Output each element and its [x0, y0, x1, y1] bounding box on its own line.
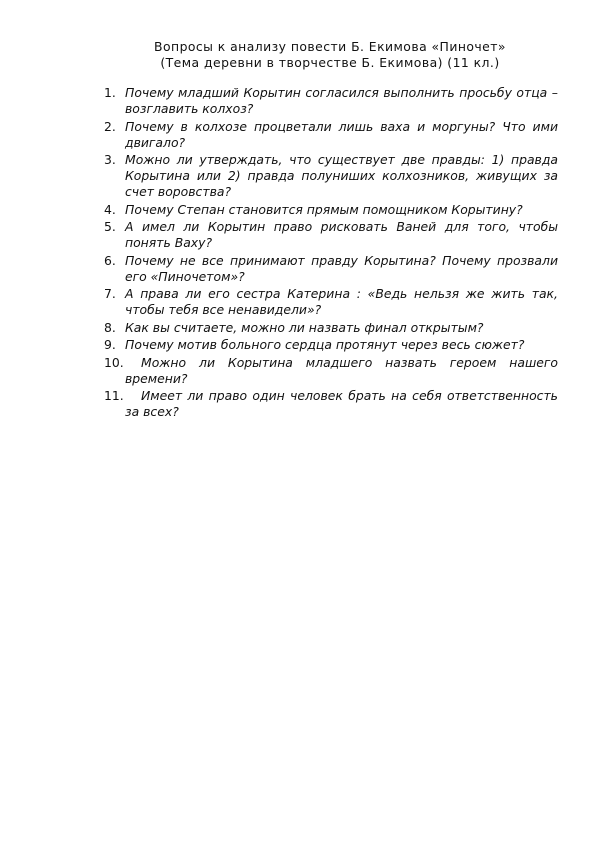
- question-text: Почему Степан становится прямым помощником Корытину?: [125, 201, 523, 217]
- question-text: Почему младший Корытин согласился выполнить просьбу отца – возглавить колхоз?: [125, 85, 558, 116]
- question-number: 10.: [104, 354, 124, 370]
- question-item: [104, 152, 558, 200]
- question-text: Почему не все принимают правду Корытина? Почему прозвали его «Пиночетом»?: [125, 252, 558, 284]
- question-item: [104, 219, 558, 251]
- question-text: Имеет ли право один человек брать на себя ответственность за всех?: [125, 388, 558, 419]
- question-text: А права ли его сестра Катерина : «Ведь нельзя же жить так, чтобы тебя все ненавидели»?: [125, 286, 558, 317]
- question-item: [104, 388, 558, 420]
- question-number: 3.: [104, 152, 116, 167]
- question-text: Можно ли утверждать, что существует две правды: 1) правда Корытина или 2) правда полуниших колхозников, живущих за счет воровства?: [125, 152, 558, 199]
- question-item: [104, 119, 558, 151]
- question-text: А имел ли Корытин право рисковать Ваней для того, чтобы понять Ваху?: [125, 219, 558, 250]
- question-item: [104, 286, 558, 318]
- question-item: [104, 202, 558, 218]
- question-item: [104, 253, 558, 285]
- document-subtitle: (Тема деревни в творчестве Б. Екимова) (11 кл.): [160, 55, 500, 70]
- question-item: [104, 85, 558, 117]
- question-number: 6.: [104, 252, 116, 268]
- question-number: 9.: [104, 337, 116, 352]
- question-text: Можно ли Корытина младшего назвать героем нашего времени?: [125, 354, 558, 386]
- question-text: Почему мотив больного сердца протянут через весь сюжет?: [125, 337, 525, 352]
- question-number: 8.: [104, 319, 116, 335]
- document-title: Вопросы к анализу повести Б. Екимова «Пиночет»: [154, 39, 506, 54]
- question-number: 7.: [104, 286, 116, 301]
- question-number: 11.: [104, 388, 124, 403]
- question-number: 2.: [104, 118, 116, 134]
- question-item: [104, 355, 558, 387]
- question-number: 4.: [104, 201, 116, 217]
- question-number: 1.: [104, 85, 116, 100]
- question-number: 5.: [104, 219, 116, 234]
- question-item: [104, 320, 558, 336]
- question-text: Почему в колхозе процветали лишь ваха и моргуны? Что ими двигало?: [125, 118, 558, 150]
- question-text: Как вы считаете, можно ли назвать финал открытым?: [125, 319, 484, 335]
- question-list: [104, 85, 558, 422]
- question-item: [104, 337, 558, 353]
